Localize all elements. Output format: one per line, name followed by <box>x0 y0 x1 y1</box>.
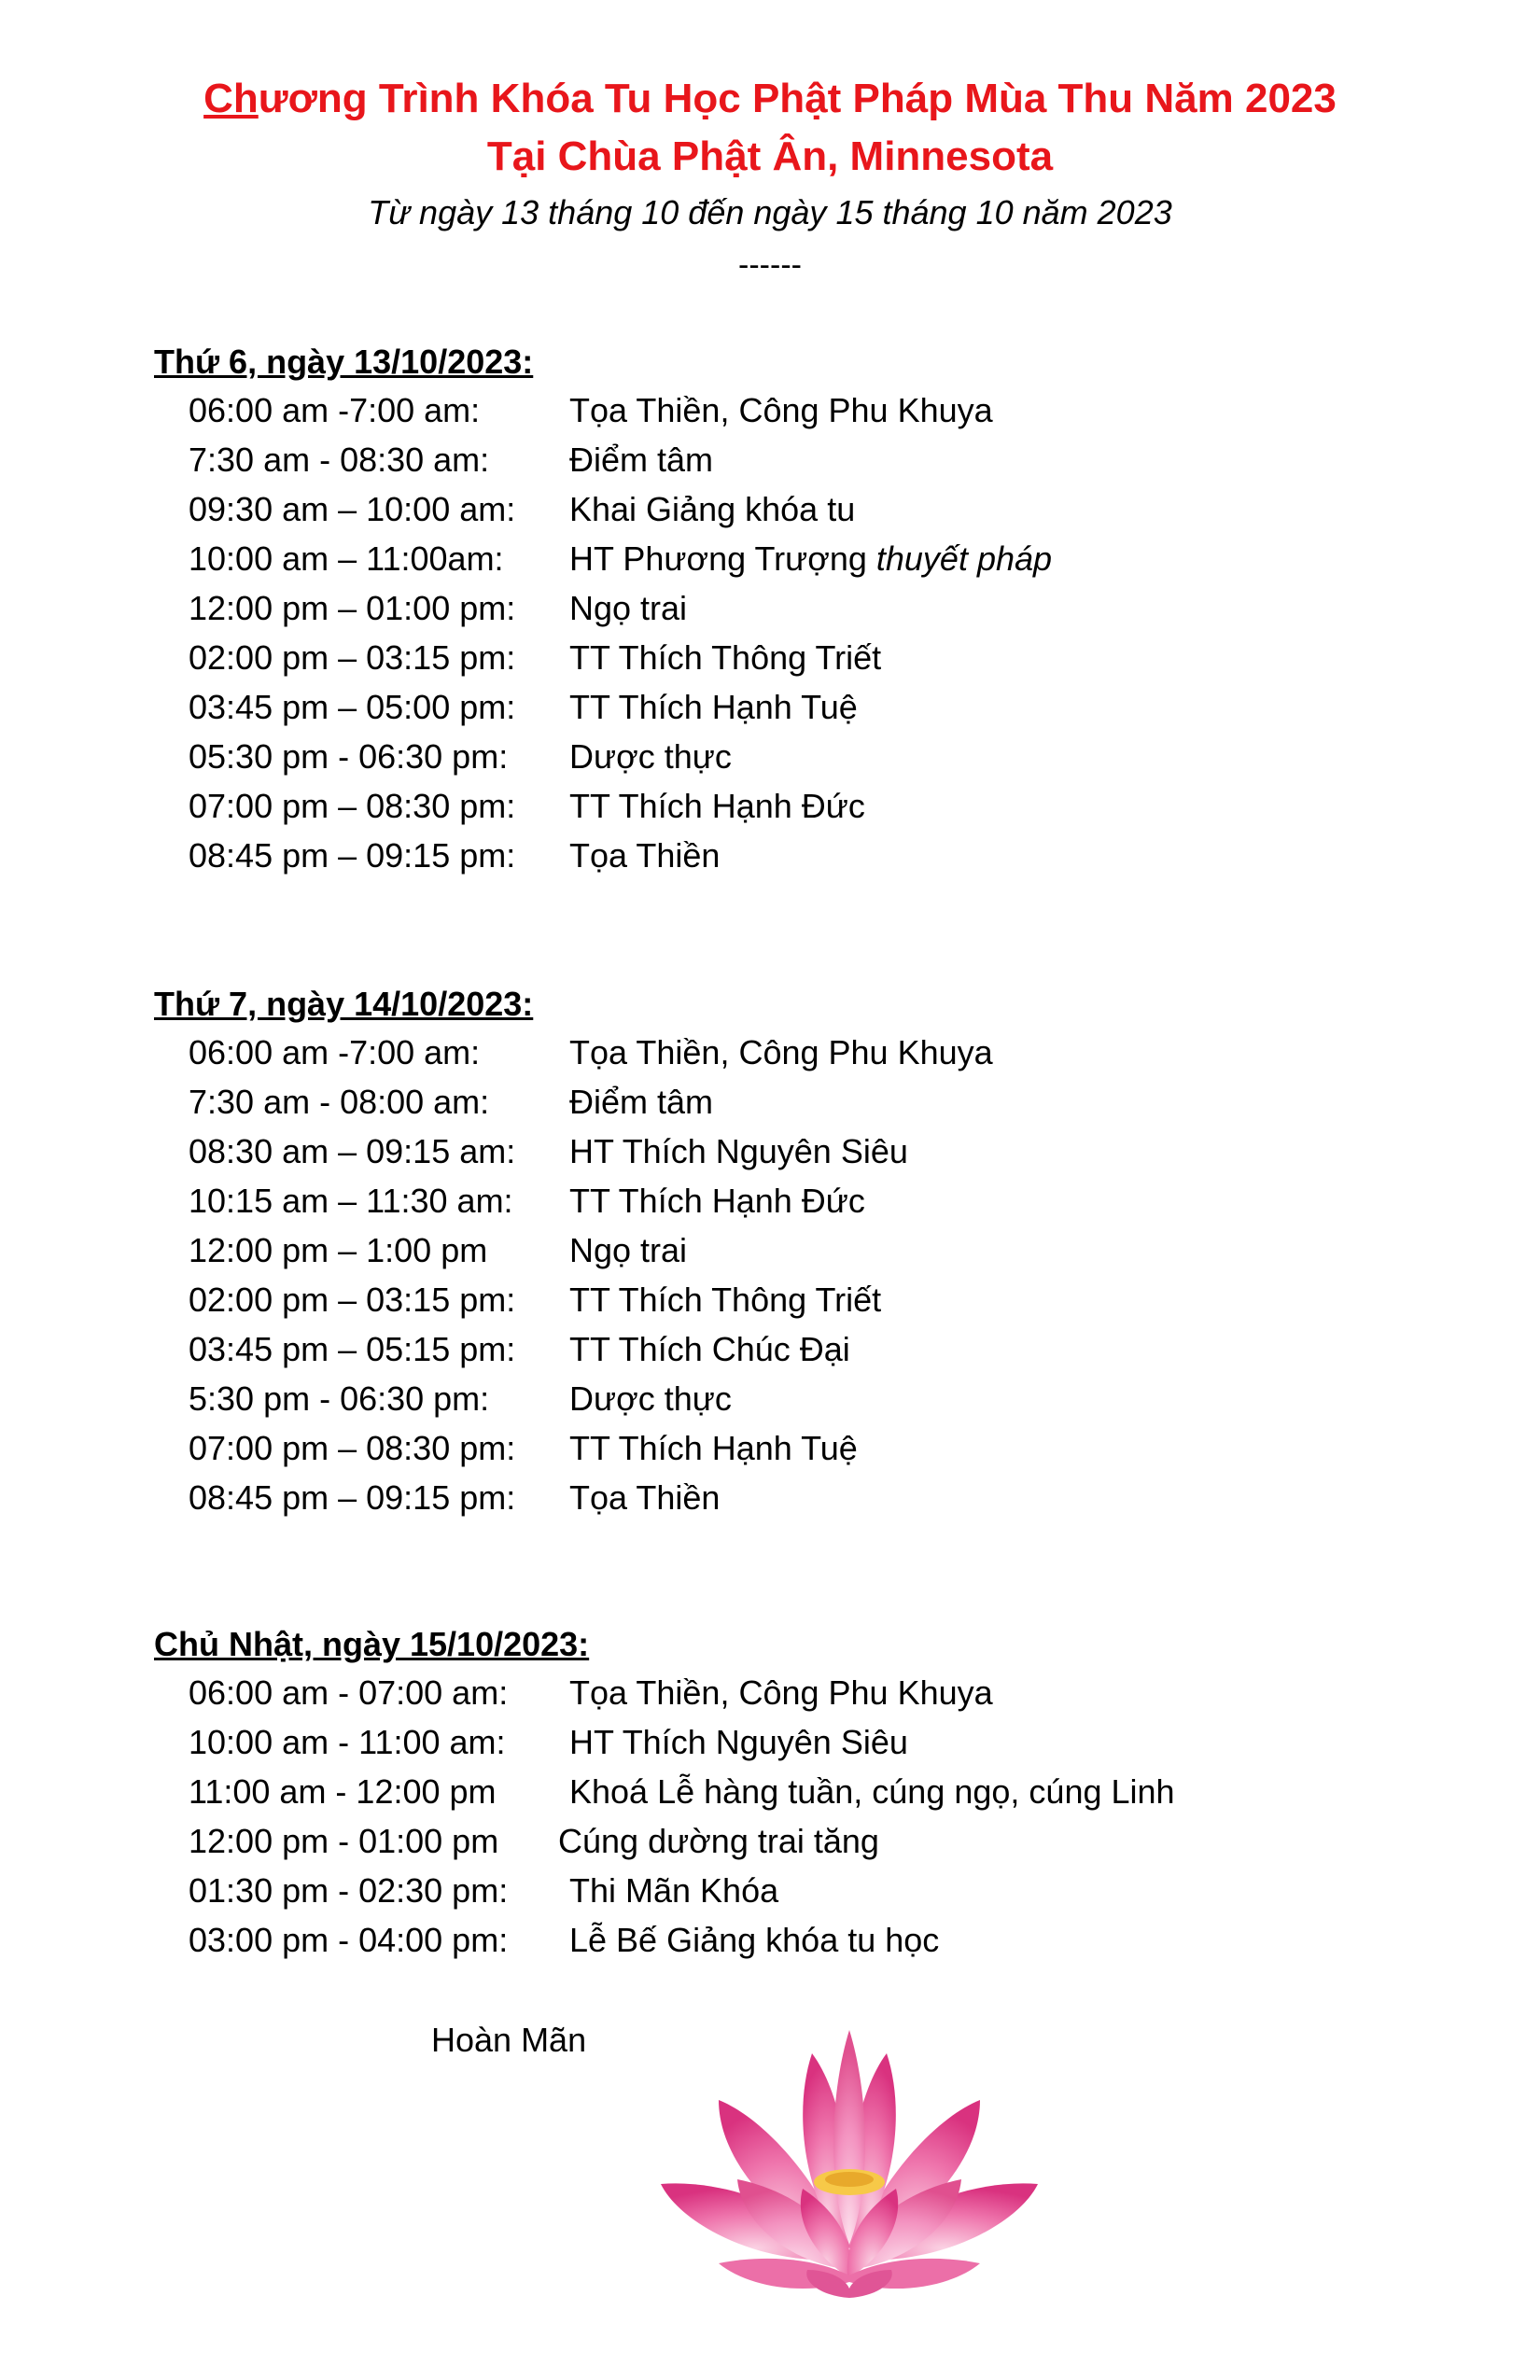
schedule-row <box>0 782 1540 831</box>
title-rest: ương Trình Khóa Tu Học Phật Pháp Mùa Thu Năm 2023 <box>258 76 1337 121</box>
row-time: 12:00 pm – 1:00 pm <box>189 1231 488 1269</box>
schedule-row <box>0 634 1540 682</box>
row-activity: Tọa Thiền, Công Phu Khuya <box>569 391 993 429</box>
schedule-row <box>0 1375 1540 1423</box>
row-time: 10:00 am – 11:00am: <box>189 539 504 578</box>
row-activity: TT Thích Hạnh Đức <box>569 787 865 825</box>
separator: ------ <box>738 247 802 283</box>
schedule-row <box>0 1424 1540 1473</box>
page-title <box>0 75 1540 123</box>
row-time: 7:30 am - 08:30 am: <box>189 441 490 479</box>
row-activity: Lễ Bế Giảng khóa tu học <box>569 1921 940 1959</box>
schedule-row <box>0 1669 1540 1717</box>
schedule-row <box>0 1867 1540 1915</box>
row-activity: Khoá Lễ hàng tuần, cúng ngọ, cúng Linh <box>569 1772 1175 1811</box>
row-time: 08:30 am – 09:15 am: <box>189 1132 516 1170</box>
schedule-row <box>0 1226 1540 1275</box>
row-time: 06:00 am -7:00 am: <box>189 391 481 429</box>
row-activity: Tọa Thiền, Công Phu Khuya <box>569 1673 993 1712</box>
schedule-row <box>0 1078 1540 1127</box>
row-activity: HT Thích Nguyên Siêu <box>569 1723 908 1761</box>
schedule-row <box>0 832 1540 880</box>
date-range: Từ ngày 13 tháng 10 đến ngày 15 tháng 10 năm 2023 <box>368 193 1172 231</box>
row-time: 12:00 pm – 01:00 pm: <box>189 589 516 627</box>
row-activity: Cúng dường trai tăng <box>558 1822 879 1860</box>
schedule-row <box>0 436 1540 484</box>
row-time: 08:45 pm – 09:15 pm: <box>189 836 516 875</box>
schedule-row <box>0 1127 1540 1176</box>
row-activity: TT Thích Chúc Đại <box>569 1330 850 1368</box>
row-time: 07:00 pm – 08:30 pm: <box>189 787 516 825</box>
row-activity: Điểm tâm <box>569 441 714 479</box>
row-time: 11:00 am - 12:00 pm <box>189 1772 497 1811</box>
row-time: 07:00 pm – 08:30 pm: <box>189 1429 516 1467</box>
row-time: 12:00 pm - 01:00 pm <box>189 1822 499 1860</box>
row-time: 10:15 am – 11:30 am: <box>189 1182 513 1220</box>
row-activity: Tọa Thiền <box>569 1478 721 1517</box>
schedule-row <box>0 733 1540 781</box>
row-time: 5:30 pm - 06:30 pm: <box>189 1379 490 1418</box>
schedule-row <box>0 683 1540 732</box>
schedule-row <box>0 1768 1540 1816</box>
day-heading-friday: Thứ 6, ngày 13/10/2023: <box>154 343 534 381</box>
schedule-row <box>0 1474 1540 1522</box>
row-activity: TT Thích Hạnh Tuệ <box>569 1429 858 1467</box>
row-activity-italic: thuyết pháp <box>875 539 1053 578</box>
row-time: 08:45 pm – 09:15 pm: <box>189 1478 516 1517</box>
lotus-flower-icon <box>653 2025 1045 2305</box>
row-time: 01:30 pm - 02:30 pm: <box>189 1871 509 1910</box>
schedule-row <box>0 535 1540 583</box>
schedule-row <box>0 584 1540 633</box>
row-activity: TT Thích Thông Triết <box>569 1281 882 1319</box>
row-activity: Dược thực <box>569 737 732 776</box>
row-time: 09:30 am – 10:00 am: <box>189 490 516 528</box>
row-time: 03:45 pm – 05:00 pm: <box>189 688 516 726</box>
day-heading-sunday: Chủ Nhật, ngày 15/10/2023: <box>154 1625 590 1663</box>
schedule-row <box>0 1177 1540 1225</box>
row-time: 02:00 pm – 03:15 pm: <box>189 638 516 677</box>
schedule-row <box>0 1817 1540 1866</box>
day-heading-saturday: Thứ 7, ngày 14/10/2023: <box>154 985 534 1023</box>
row-activity: Tọa Thiền <box>569 836 721 875</box>
row-activity: TT Thích Hạnh Tuệ <box>569 688 858 726</box>
row-time: 03:45 pm – 05:15 pm: <box>189 1330 516 1368</box>
schedule-row <box>0 1325 1540 1374</box>
closing-text: Hoàn Mãn <box>431 2021 587 2059</box>
schedule-row <box>0 1029 1540 1077</box>
row-time: 7:30 am - 08:00 am: <box>189 1083 490 1121</box>
schedule-row <box>0 485 1540 534</box>
schedule-row <box>0 1916 1540 1965</box>
row-activity: TT Thích Thông Triết <box>569 638 882 677</box>
row-time: 03:00 pm - 04:00 pm: <box>189 1921 509 1959</box>
row-activity: Dược thực <box>569 1379 732 1418</box>
row-activity: Khai Giảng khóa tu <box>569 490 856 528</box>
row-activity-text: HT Phương Trượng <box>569 539 867 578</box>
row-activity <box>569 535 1052 583</box>
schedule-row <box>0 386 1540 435</box>
title-prefix: Ch <box>203 76 259 121</box>
row-activity: Ngọ trai <box>569 589 688 627</box>
row-time: 06:00 am - 07:00 am: <box>189 1673 509 1712</box>
row-activity: HT Thích Nguyên Siêu <box>569 1132 908 1170</box>
row-time: 10:00 am - 11:00 am: <box>189 1723 506 1761</box>
row-activity: TT Thích Hạnh Đức <box>569 1182 865 1220</box>
schedule-row <box>0 1718 1540 1767</box>
row-time: 02:00 pm – 03:15 pm: <box>189 1281 516 1319</box>
row-time: 05:30 pm - 06:30 pm: <box>189 737 509 776</box>
schedule-row <box>0 1276 1540 1324</box>
row-activity: Thi Mãn Khóa <box>569 1871 779 1910</box>
row-activity: Ngọ trai <box>569 1231 688 1269</box>
row-time: 06:00 am -7:00 am: <box>189 1033 481 1071</box>
page-subtitle-location: Tại Chùa Phật Ân, Minnesota <box>486 133 1054 179</box>
row-activity: Tọa Thiền, Công Phu Khuya <box>569 1033 993 1071</box>
row-activity: Điểm tâm <box>569 1083 714 1121</box>
